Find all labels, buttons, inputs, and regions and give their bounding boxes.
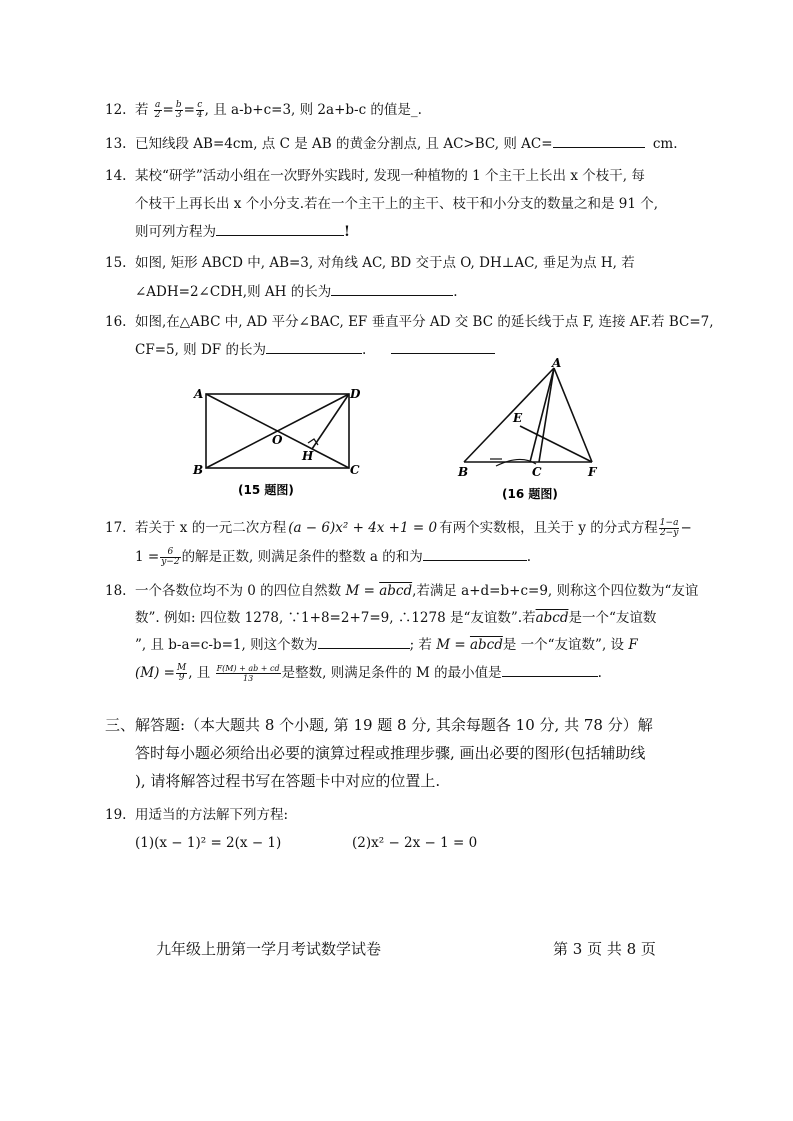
question-12: 12. 若 $\frac{a}{2}$ = $\frac{b}{3}$ = $\frac{c}{4}$ , 且 a-b+c=3, 则 2a+b-c 的值是_.	[105, 100, 422, 120]
question-number: 14.	[105, 168, 127, 184]
question-18: 18. 一个各数位均不为 0 的四位自然数 M = abcd,若满足 a+d=b+c=9, 则称这个四位数为“友谊	[105, 583, 699, 599]
question-18-line2: 数”. 例如: 四位数 1278, ∵1+8=2+7=9, ∴1278 是“友谊数”.若abcd是一个“友谊数	[135, 610, 657, 626]
question-number: 18.	[105, 583, 127, 599]
figure-16	[450, 358, 610, 506]
equation: (a − 6)x² + 4x +1 = 0	[288, 520, 438, 536]
point-label-e: E	[513, 411, 523, 425]
question-number: 15.	[105, 255, 127, 271]
question-14-line3: 则可列方程为 !	[135, 224, 350, 240]
equation-2: (2)x² − 2x − 1 = 0	[352, 835, 478, 851]
answer-blank	[318, 636, 410, 649]
equation-1: (1)(x − 1)² = 2(x − 1)	[135, 835, 282, 851]
question-number: 16.	[105, 314, 127, 330]
fraction: $\frac{F(M) + ab + cd}{13}$	[216, 664, 280, 683]
point-label-h: H	[302, 449, 314, 463]
question-15-line2: ∠ADH=2∠CDH,则 AH 的长为 .	[135, 284, 458, 300]
footer-page-number: 第 3 页 共 8 页	[553, 940, 656, 958]
fraction: $\frac{1-a}{2-y}$	[659, 518, 679, 538]
fraction: $\frac{a}{2}$	[154, 100, 161, 120]
vertex-label-b: B	[458, 465, 469, 479]
question-14: 14. 某校“研学”活动小组在一次野外实践时, 发现一种植物的 1 个主干上长出 x 个枝干, 每	[105, 168, 645, 184]
overlined-number: abcd	[379, 583, 413, 599]
question-16-line2: CF=5, 则 DF 的长为 .	[135, 341, 495, 359]
vertex-label-a: A	[194, 387, 204, 401]
question-18-line3: ”, 且 b-a=c-b=1, 则这个数为 ; 若 M = abcd是 一个“友谊数”, 设 F	[135, 637, 638, 653]
fraction: $\frac{b}{3}$	[175, 100, 182, 120]
question-17-line2: 1 = $\frac{6}{y-2}$ 的解是正数, 则满足条件的整数 a 的和为 .	[135, 547, 532, 567]
section-3-line2: 答时每小题必须给出必要的演算过程或推理步骤, 画出必要的图形(包括辅助线	[135, 744, 646, 762]
answer-blank	[423, 548, 527, 561]
figure-caption: (15 题图)	[238, 483, 294, 497]
answer-blank	[331, 283, 453, 296]
question-17: 17. 若关于 x 的一元二次方程 (a − 6)x² + 4x +1 = 0 有两个实数根，且关于 y 的分式方程 $\frac{1-a}{2-y}$ −	[105, 518, 692, 538]
vertex-label-c: C	[532, 465, 542, 479]
question-16: 16. 如图,在△ABC 中, AD 平分∠BAC, EF 垂直平分 AD 交 BC 的延长线于点 F, 连接 AF.若 BC=7,	[105, 314, 714, 330]
figure-caption: (16 题图)	[502, 487, 558, 501]
fraction: $\frac{6}{y-2}$	[161, 547, 180, 567]
section-3-line3: ), 请将解答过程书写在答题卡中对应的位置上.	[135, 772, 441, 790]
question-13: 13. 已知线段 AB=4cm, 点 C 是 AB 的黄金分割点, 且 AC>BC, 则 AC= cm.	[105, 136, 678, 152]
overlined-number: abcd	[535, 610, 569, 626]
question-14-line2: 个枝干上再长出 x 个小分支.若在一个主干上的主干、枝干和小分支的数量之和是 91 个,	[135, 196, 659, 212]
question-number: 17.	[105, 520, 127, 536]
question-number: 19.	[105, 807, 127, 823]
answer-blank	[502, 664, 598, 677]
question-number: 12.	[105, 102, 127, 118]
answer-blank	[266, 341, 362, 354]
point-label-o: O	[272, 433, 283, 447]
question-15: 15. 如图, 矩形 ABCD 中, AB=3, 对角线 AC, BD 交于点 O, DH⊥AC, 垂足为点 H, 若	[105, 255, 635, 271]
point-label-f: F	[588, 465, 597, 479]
vertex-label-c: C	[350, 463, 360, 477]
fraction: $\frac{c}{4}$	[196, 100, 203, 120]
question-18-line4: (M) = $\frac{M}{9}$ , 且 $\frac{F(M) + ab + cd}{13}$ 是整数, 则满足条件的 M 的最小值是 .	[135, 663, 602, 683]
footer-title: 九年级上册第一学月考试数学试卷	[156, 940, 382, 958]
vertex-label-d: D	[350, 387, 361, 401]
question-19: 19. 用适当的方法解下列方程:	[105, 807, 289, 823]
figure-15	[190, 380, 370, 500]
overlined-number: abcd	[469, 637, 503, 653]
answer-blank	[553, 135, 645, 148]
section-3-heading: 三、解答题:（本大题共 8 个小题, 第 19 题 8 分, 其余每题各 10 分, 共 78 分）解	[105, 716, 653, 734]
vertex-label-a: A	[552, 358, 562, 370]
answer-blank	[216, 223, 344, 236]
question-number: 13.	[105, 136, 127, 152]
fraction: $\frac{M}{9}$	[176, 663, 187, 683]
extra-blank	[391, 341, 495, 354]
vertex-label-b: B	[193, 463, 204, 477]
